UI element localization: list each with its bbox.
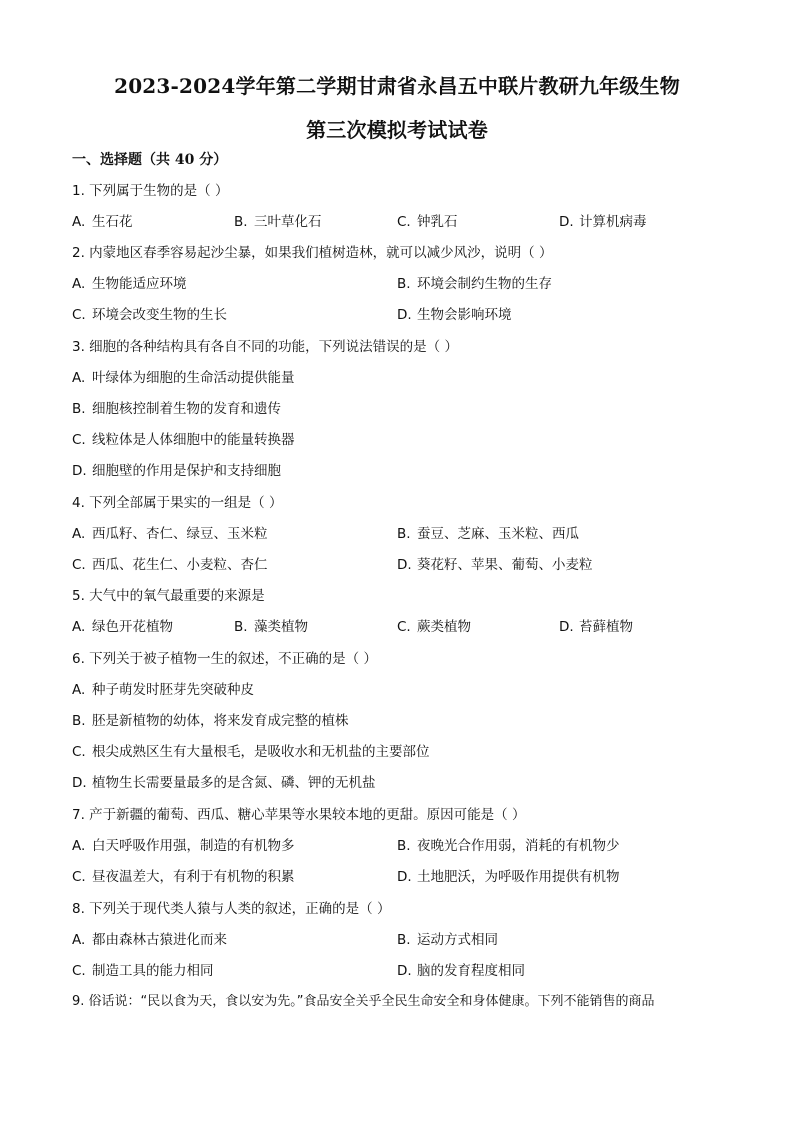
q4-option-c: C. 西瓜、花生仁、小麦粒、杏仁 — [72, 557, 268, 573]
q4-option-d: D. 葵花籽、苹果、葡萄、小麦粒 — [397, 557, 593, 573]
question-4-stem: 4. 下列全部属于果实的一组是（ ） — [72, 495, 283, 511]
exam-title-line1: 2023-2024学年第二学期甘肃省永昌五中联片教研九年级生物 — [114, 74, 680, 98]
question-2-stem: 2. 内蒙地区春季容易起沙尘暴，如果我们植树造林，就可以减少风沙，说明（ ） — [72, 245, 553, 261]
section-heading: 一、选择题（共 40 分） — [72, 152, 228, 168]
q1-option-c: C. 钟乳石 — [397, 214, 458, 230]
q1-option-b: B. 三叶草化石 — [234, 214, 322, 230]
q3-option-a: A. 叶绿体为细胞的生命活动提供能量 — [72, 370, 295, 386]
question-7-stem: 7. 产于新疆的葡萄、西瓜、糖心苹果等水果较本地的更甜。原因可能是（ ） — [72, 807, 526, 823]
q7-option-c: C. 昼夜温差大，有利于有机物的积累 — [72, 869, 295, 885]
question-5-stem: 5. 大气中的氧气最重要的来源是 — [72, 588, 265, 604]
q5-option-b: B. 藻类植物 — [234, 619, 308, 635]
q7-option-a: A. 白天呼吸作用强，制造的有机物多 — [72, 838, 295, 854]
q1-option-d: D. 计算机病毒 — [559, 214, 647, 230]
q5-option-c: C. 蕨类植物 — [397, 619, 471, 635]
exam-title-line2: 第三次模拟考试试卷 — [306, 118, 488, 142]
q5-option-d: D. 苔藓植物 — [559, 619, 633, 635]
q2-option-c: C. 环境会改变生物的生长 — [72, 307, 227, 323]
q8-option-a: A. 都由森林古猿进化而来 — [72, 932, 227, 948]
q6-option-b: B. 胚是新植物的幼体，将来发育成完整的植株 — [72, 713, 349, 729]
q2-option-d: D. 生物会影响环境 — [397, 307, 512, 323]
q3-option-b: B. 细胞核控制着生物的发育和遗传 — [72, 401, 281, 417]
q2-option-a: A. 生物能适应环境 — [72, 276, 187, 292]
q7-option-b: B. 夜晚光合作用弱，消耗的有机物少 — [397, 838, 620, 854]
q8-option-b: B. 运动方式相同 — [397, 932, 498, 948]
q4-option-a: A. 西瓜籽、杏仁、绿豆、玉米粒 — [72, 526, 268, 542]
q6-option-d: D. 植物生长需要量最多的是含氮、磷、钾的无机盐 — [72, 775, 376, 791]
question-6-stem: 6. 下列关于被子植物一生的叙述，不正确的是（ ） — [72, 651, 377, 667]
question-9-stem: 9. 俗话说：“民以食为天，食以安为先。”食品安全关乎全民生命安全和身体健康。下列不能销售的商品 — [72, 994, 655, 1009]
q2-option-b: B. 环境会制约生物的生存 — [397, 276, 552, 292]
q8-option-d: D. 脑的发育程度相同 — [397, 963, 525, 979]
q1-option-a: A. 生石花 — [72, 214, 133, 230]
q5-option-a: A. 绿色开花植物 — [72, 619, 173, 635]
q8-option-c: C. 制造工具的能力相同 — [72, 963, 214, 979]
q3-option-c: C. 线粒体是人体细胞中的能量转换器 — [72, 432, 295, 448]
question-1-stem: 1. 下列属于生物的是（ ） — [72, 183, 229, 199]
q6-option-c: C. 根尖成熟区生有大量根毛，是吸收水和无机盐的主要部位 — [72, 744, 430, 760]
q4-option-b: B. 蚕豆、芝麻、玉米粒、西瓜 — [397, 526, 579, 542]
q6-option-a: A. 种子萌发时胚芽先突破种皮 — [72, 682, 254, 698]
q3-option-d: D. 细胞壁的作用是保护和支持细胞 — [72, 463, 281, 479]
question-3-stem: 3. 细胞的各种结构具有各自不同的功能，下列说法错误的是（ ） — [72, 339, 458, 355]
q7-option-d: D. 土地肥沃，为呼吸作用提供有机物 — [397, 869, 620, 885]
question-8-stem: 8. 下列关于现代类人猿与人类的叙述，正确的是（ ） — [72, 901, 391, 917]
